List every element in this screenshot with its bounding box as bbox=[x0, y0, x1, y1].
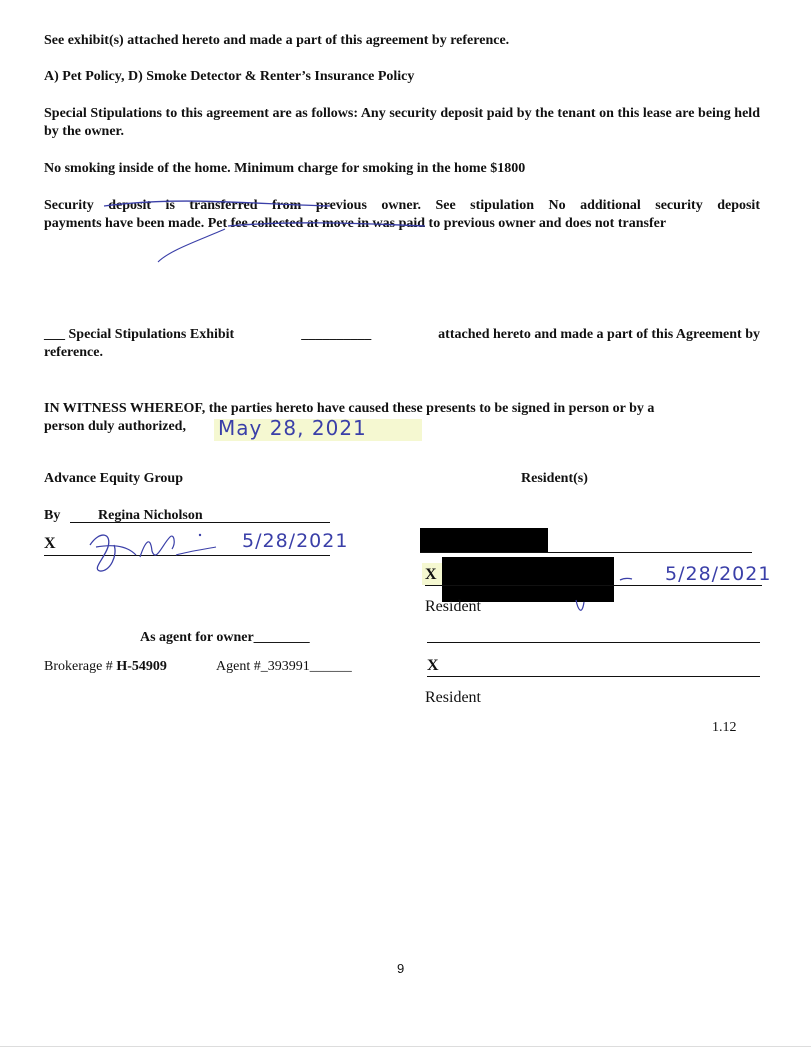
exhibit-suffix-2: reference. bbox=[44, 345, 103, 360]
exhibits-line: See exhibit(s) attached hereto and made a part of this agreement by reference. bbox=[44, 33, 510, 48]
no-smoking-clause: No smoking inside of the home. Minimum charge for smoking in the home $1800 bbox=[44, 161, 526, 176]
scan-edge bbox=[0, 1046, 811, 1047]
resident2-label: Resident bbox=[425, 689, 481, 706]
witness-line-1: IN WITNESS WHEREOF, the parties hereto have caused these presents to be signed in person or by a bbox=[44, 401, 655, 416]
witness-line-2: person duly authorized, bbox=[44, 419, 186, 434]
resident1-x-mark: X bbox=[425, 566, 437, 583]
agent-number: Agent #_393991______ bbox=[216, 659, 352, 674]
resident2-signature-line bbox=[427, 676, 760, 677]
by-signature-line bbox=[70, 522, 330, 523]
agent-name: Regina Nicholson bbox=[98, 508, 203, 523]
exhibit-list: A) Pet Policy, D) Smoke Detector & Renter’s Insurance Policy bbox=[44, 69, 415, 84]
by-label: By bbox=[44, 508, 61, 523]
exhibit-prefix: ___ Special Stipulations Exhibit bbox=[44, 327, 235, 342]
security-line-1: Security deposit is transferred from previous owner. See stipulation No additional security deposit bbox=[44, 198, 760, 213]
special-stipulations: Special Stipulations to this agreement are as follows: Any security deposit paid by the tenant on this lease are being held by the owner. bbox=[44, 106, 760, 139]
agent-signature bbox=[80, 525, 240, 575]
resident2-name-line bbox=[427, 642, 760, 643]
resident2-x-mark: X bbox=[427, 657, 439, 674]
exhibit-suffix: attached hereto and made a part of this Agreement by bbox=[438, 327, 760, 342]
agent-for-owner: As agent for owner________ bbox=[140, 630, 310, 645]
redaction-block bbox=[420, 528, 548, 552]
agent-x-mark: X bbox=[44, 535, 56, 552]
resident1-signature-date: 5/28/2021 bbox=[665, 563, 772, 585]
residents-heading: Resident(s) bbox=[521, 471, 588, 486]
strikethrough-ink bbox=[0, 0, 811, 280]
resident1-name-line bbox=[420, 552, 752, 553]
brokerage-line bbox=[44, 658, 167, 676]
exhibit-attachment-line bbox=[44, 326, 760, 344]
security-line-2: payments have been made. Pet fee collected at move in was paid to previous owner and does not transfer bbox=[44, 216, 667, 231]
exhibit-blank: __________ bbox=[301, 327, 372, 342]
brokerage-label: Brokerage # bbox=[44, 659, 113, 674]
page-number: 9 bbox=[397, 961, 405, 976]
witness-date: May 28, 2021 bbox=[218, 416, 367, 440]
form-version: 1.12 bbox=[712, 720, 737, 735]
company-name: Advance Equity Group bbox=[44, 471, 183, 486]
brokerage-number: H-54909 bbox=[116, 659, 167, 674]
agent-signature-date: 5/28/2021 bbox=[242, 530, 349, 552]
resident1-label: Resident bbox=[425, 598, 481, 615]
